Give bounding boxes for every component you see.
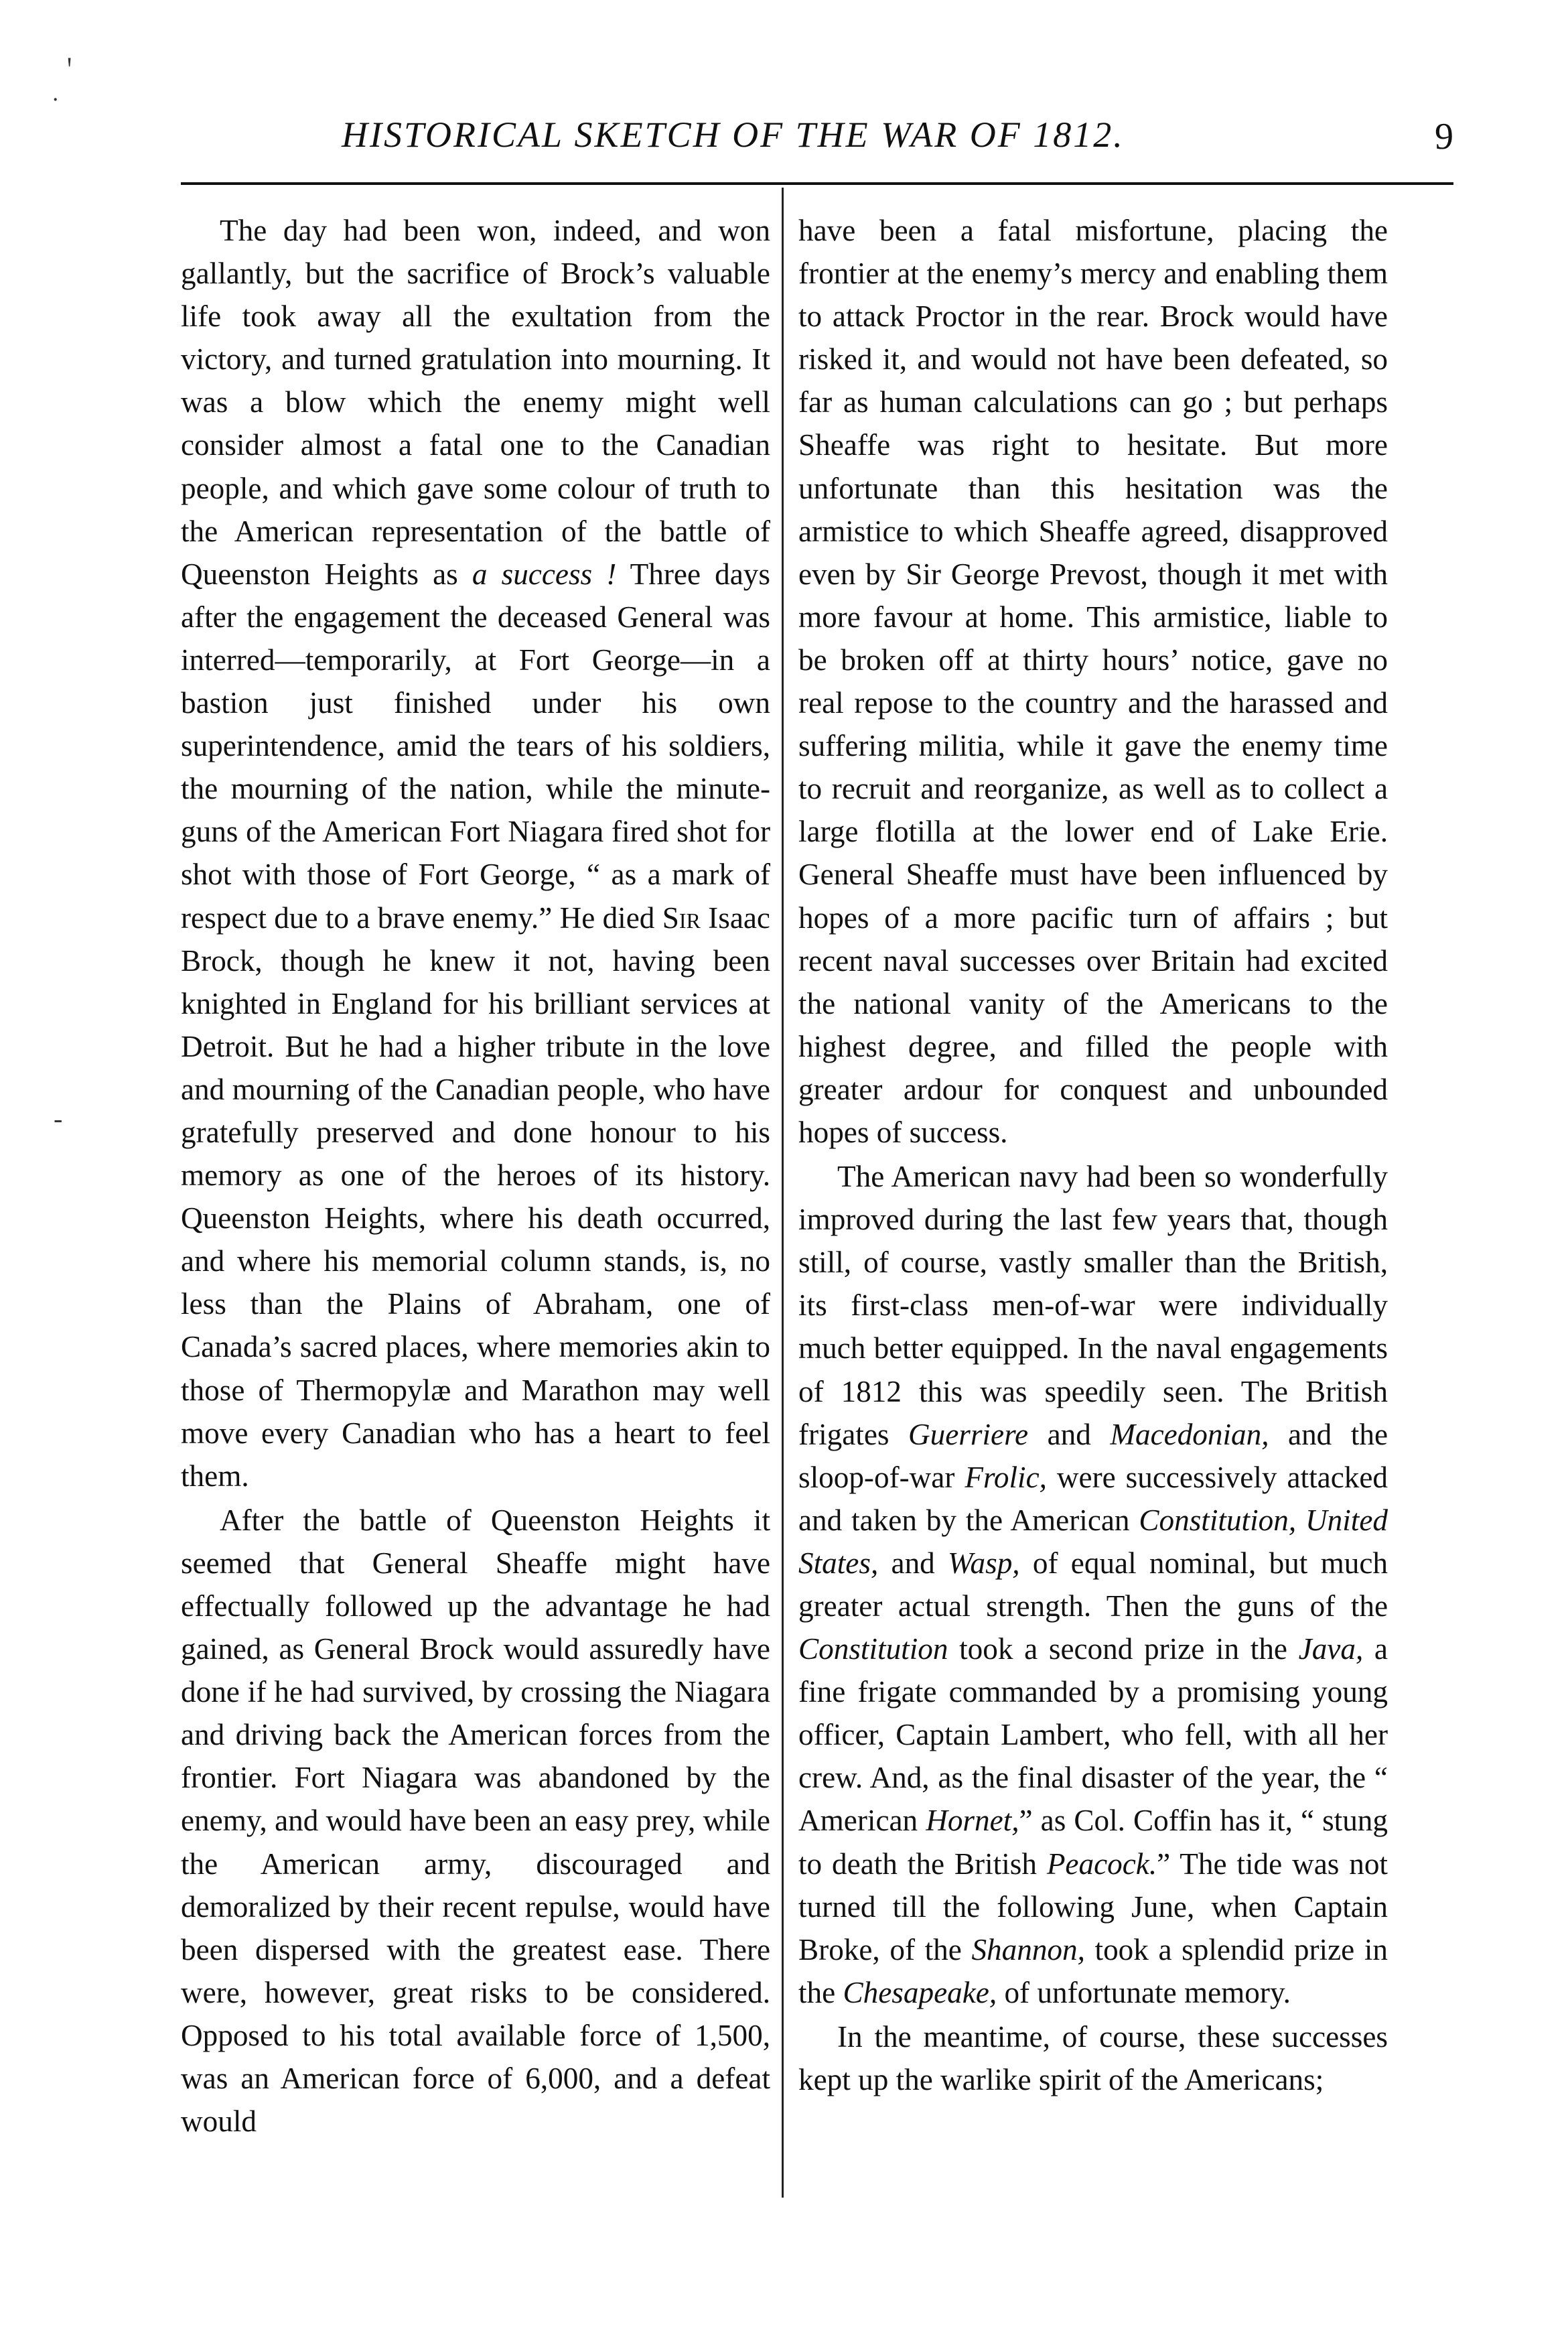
small-caps-text: Sir [662, 900, 701, 935]
italic-text: Constitution, [1139, 1503, 1297, 1537]
page-number: 9 [1435, 116, 1453, 157]
text-run: of equal nominal, but much greater actual strength. Then the guns of the [798, 1546, 1388, 1623]
text-run: were successively attacked and taken by the American [798, 1460, 1388, 1537]
paragraph: After the battle of Queenston Heights it seemed that General Sheaffe might have effectually followed up the advantage he had gained, as General Brock would assuredly have done if he had survived, by crossing the Niagara and driving back the American forces from the frontier. Fort Niagara was abandoned by the enemy, and would have been an easy prey, while the American army, discouraged and demoralized by their recent repulse, would have been dispersed with the greatest ease. There were, however, great risks to be considered. Opposed to his total available force of 1,500, was an American force of 6,000, and a defeat would [181, 1503, 770, 2139]
italic-text: Macedonian, [1110, 1417, 1269, 1451]
paragraph: have been a fatal misfortune, placing the frontier at the enemy’s mercy and enabling them to attack Proctor in the rear. Brock would have risked it, and would not have been defeated, so far as human calculations can go ; but perhaps Sheaffe was right to hesitate. But more unfortunate than this hesitation was the armistice to which Sheaffe agreed, disapproved even by Sir George Prevost, though it met with more favour at home. This armistice, liable to be broken off at thirty hours’ notice, gave no real repose to the country and the harassed and suffering militia, while it gave the enemy time to recruit and reorganize, as well as to collect a large flotilla at the lower end of Lake Erie. General Sheaffe must have been influenced by hopes of a more pacific turn of affairs ; but recent naval successes over Britain had excited the national vanity of the Americans to the highest degree, and filled the people with greater ardour for conquest and unbounded hopes of success. [798, 214, 1388, 1149]
text-run: Three days after the engagement the deceased General was interred—temporarily, at Fort George—in a bastion just finished under his own superintendence, amid the tears of his soldiers, the mourning of the nation, while the minute-guns of the American Fort Niagara fired shot for shot with those of Fort George, “ as a mark of respect due to a brave enemy.” He died [181, 557, 770, 935]
margin-speck: - [54, 1103, 63, 1134]
italic-text: Peacock. [1046, 1847, 1157, 1881]
text-run: Isaac Brock, though he knew it not, having been knighted in England for his brilliant services at Detroit. But he had a higher tribute in the love and mourning of the Canadian people, who have gratefully preserved and done honour to his memory as one of the heroes of its history. Queenston Heights, where his death occurred, and where his memorial column stands, is, no less than the Plains of Abraham, one of Canada’s sacred places, where memories akin to those of Thermopylæ and Marathon may well move every Canadian who has a heart to feel them. [181, 900, 770, 1493]
header-rule [181, 182, 1453, 185]
column-divider [782, 188, 784, 2198]
italic-text: Shannon, [971, 1932, 1085, 1966]
right-column [798, 209, 1388, 2101]
paragraph: In the meantime, of course, these successes kept up the warlike spirit of the Americans; [798, 2019, 1388, 2097]
paragraph [181, 209, 770, 1497]
left-column [181, 209, 770, 2143]
text-run: of unfortunate memory. [997, 1975, 1291, 2009]
text-run: and [878, 1546, 948, 1580]
text-run: The American navy had been so wonderfully improved during the last few years that, though still, of course, vastly smaller than the British, its first-class men-of-war were individually much better equipped. In the naval engagements of 1812 this was speedily seen. The British frigates [798, 1160, 1388, 1451]
text-run: ” as Col. Coffin has it, “ stung to death the British [798, 1804, 1388, 1881]
italic-text: Constitution [798, 1632, 948, 1666]
italic-text: Java, [1298, 1632, 1364, 1666]
text-run: a fine frigate commanded by a promising young officer, Captain Lambert, who fell, with all her crew. And, as the final disaster of the year, the “ American [798, 1632, 1388, 1838]
italic-text: United States, [798, 1503, 1388, 1580]
text-run: and the sloop-of-war [798, 1417, 1388, 1494]
italic-text: a success ! [472, 557, 617, 591]
margin-speck: ꞌ [67, 52, 72, 82]
text-run: ” The tide was not turned till the following June, when Captain Broke, of the [798, 1847, 1388, 1966]
page-header [181, 107, 1453, 168]
paragraph [798, 1155, 1388, 2014]
text-run: and [1028, 1417, 1111, 1451]
text-run: took a splendid prize in the [798, 1932, 1388, 2009]
italic-text: Guerriere [908, 1417, 1029, 1451]
italic-text: Chesapeake, [843, 1975, 997, 2009]
italic-text: Wasp, [948, 1546, 1020, 1580]
running-title: HISTORICAL SKETCH OF THE WAR OF 1812. [342, 115, 1125, 155]
italic-text: Frolic, [965, 1460, 1047, 1494]
italic-text: Hornet, [926, 1804, 1019, 1838]
text-run: The day had been won, indeed, and won gallantly, but the sacrifice of Brock’s valuable life took away all the exultation from the victory, and turned gratulation into mourning. It was a blow which the enemy might well consider almost a fatal one to the Canadian people, and which gave some colour of truth to the American representation of the battle of Queenston Heights as [181, 214, 770, 591]
margin-speck: ˙ [51, 92, 60, 122]
text-run: took a second prize in the [948, 1632, 1299, 1666]
text-run [1296, 1503, 1305, 1537]
